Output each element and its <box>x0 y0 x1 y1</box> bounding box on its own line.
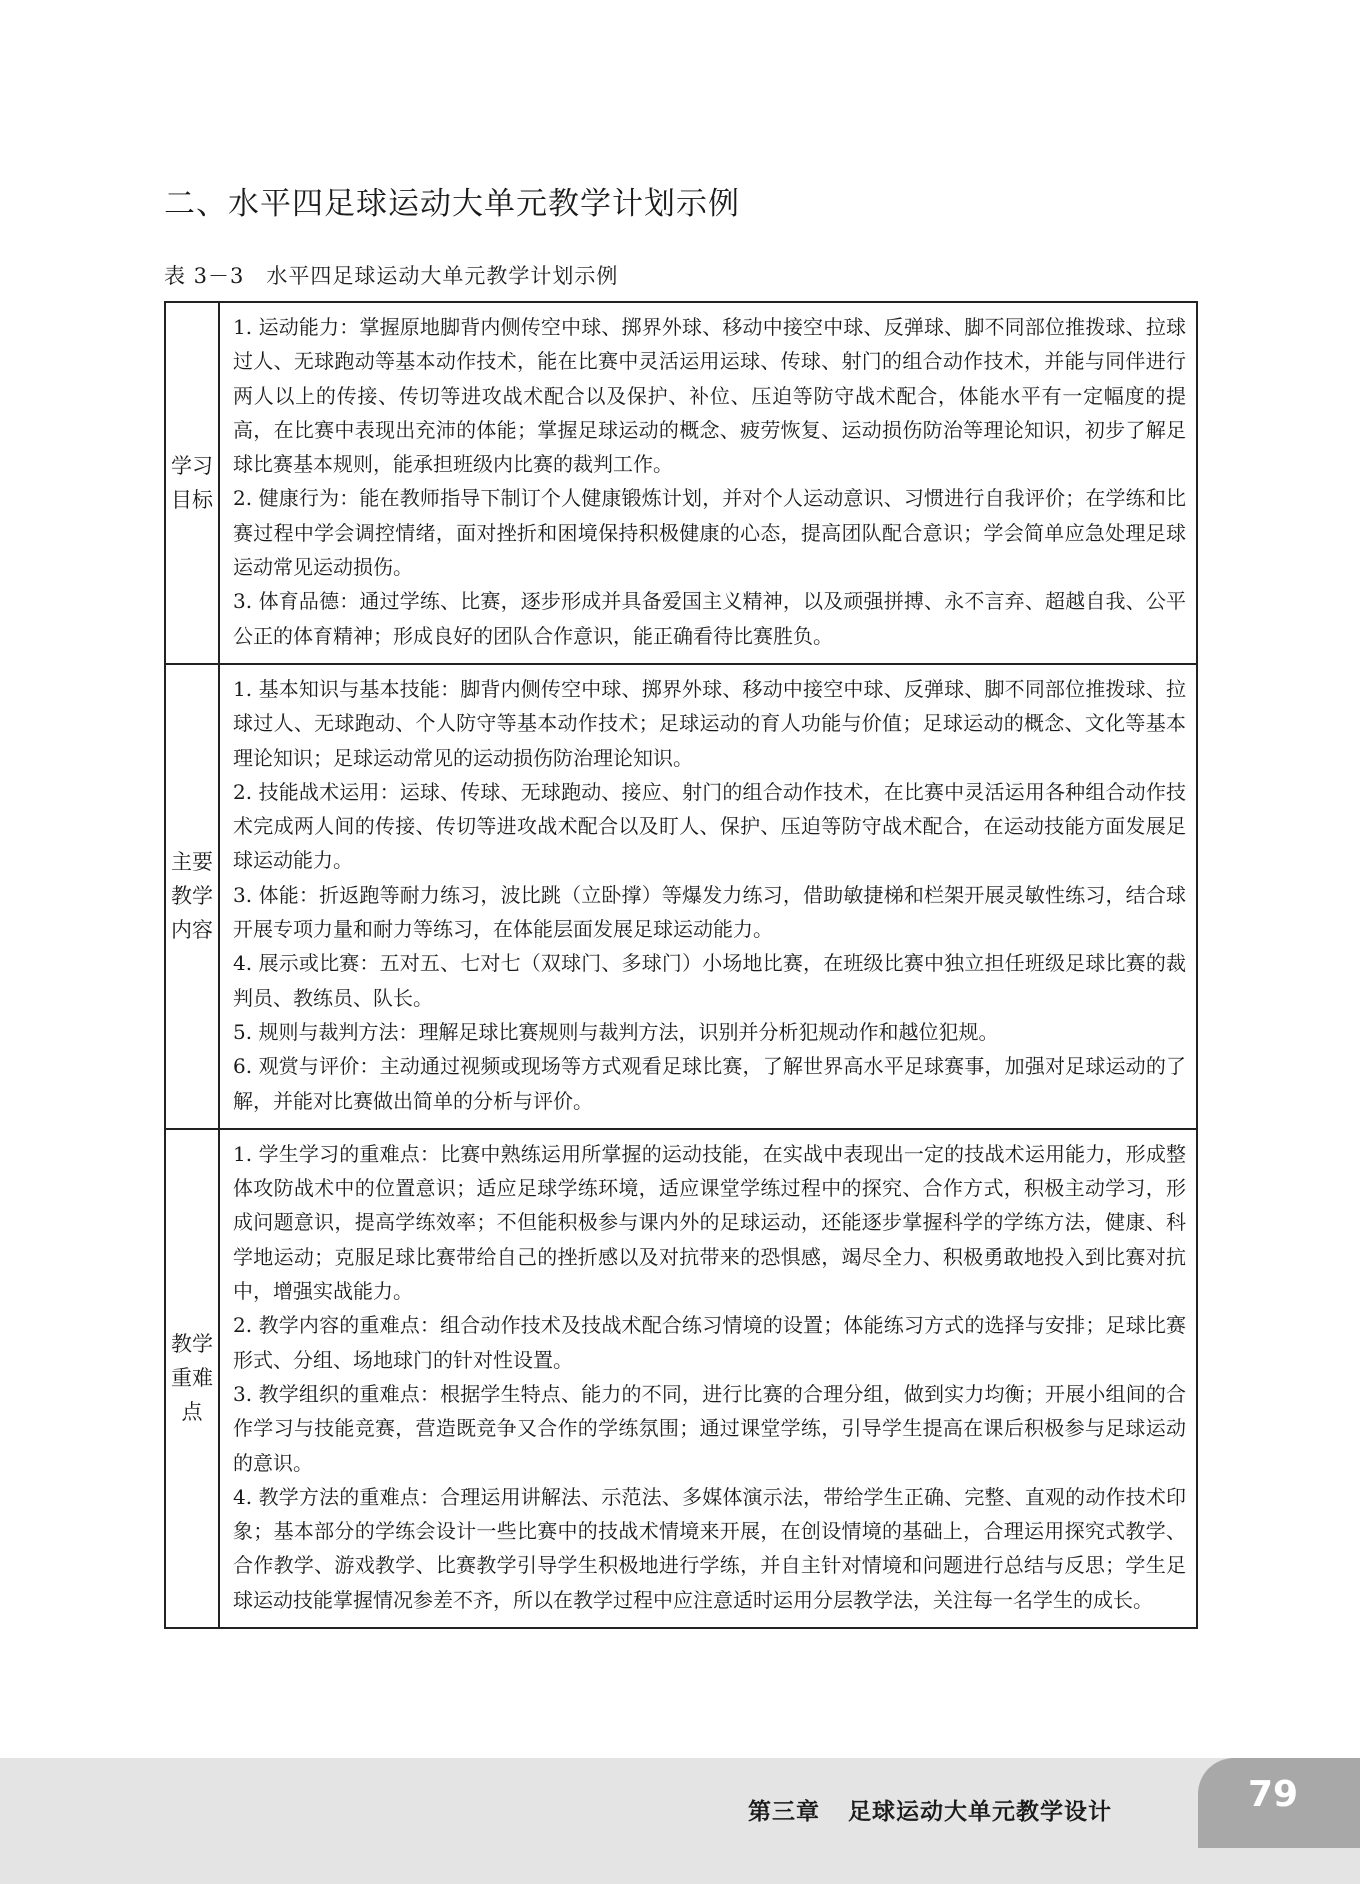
footer-chapter: 第三章 <box>748 1799 820 1825</box>
table-row <box>165 664 1197 1129</box>
table-row <box>165 302 1197 664</box>
list-item: 4. 展示或比赛：五对五、七对七（双球门、多球门）小场地比赛，在班级比赛中独立担任班级足球比赛的裁判员、教练员、队长。 <box>233 951 1186 1010</box>
list-item: 3. 体能：折返跑等耐力练习，波比跳（立卧撑）等爆发力练习，借助敏捷梯和栏架开展灵敏性练习，结合球开展专项力量和耐力等练习，在体能层面发展足球运动能力。 <box>233 882 1186 942</box>
teaching-plan-table <box>164 301 1198 1629</box>
table-row <box>165 1129 1197 1628</box>
row-content-main-content <box>219 664 1197 1129</box>
page-title: 二、水平四足球运动大单元教学计划示例 <box>164 186 740 222</box>
list-item: 2. 健康行为：能在教师指导下制订个人健康锻炼计划，并对个人运动意识、习惯进行自我评价；在学练和比赛过程中学会调控情绪，面对挫折和困境保持积极健康的心态，提高团队配合意识；学会简单应急处理足球运动常见运动损伤。 <box>233 486 1186 580</box>
row-label-line: 教学 <box>171 884 213 909</box>
list-item: 6. 观赏与评价：主动通过视频或现场等方式观看足球比赛，了解世界高水平足球赛事，加强对足球运动的了解，并能对比赛做出简单的分析与评价。 <box>233 1054 1186 1113</box>
list-item: 1. 运动能力：掌握原地脚背内侧传空中球、掷界外球、移动中接空中球、反弹球、脚不同部位推拨球、拉球过人、无球跑动等基本动作技术，能在比赛中灵活运用运球、传球、射门的组合动作技术，并能与同伴进行两人以上的传接、传切等进攻战术配合以及保护、补位、压迫等防守战术配合，体能水平有一定幅度的提高，在比赛中表现出充沛的体能；掌握足球运动的概念、疲劳恢复、运动损伤防治等理论知识，初步了解足球比赛基本规则，能承担班级内比赛的裁判工作。 <box>233 315 1186 477</box>
row-label-line: 点 <box>181 1400 203 1425</box>
table-caption <box>164 260 618 290</box>
list-item: 2. 技能战术运用：运球、传球、无球跑动、接应、射门的组合动作技术，在比赛中灵活运用各种组合动作技术完成两人间的传接、传切等进攻战术配合以及盯人、保护、压迫等防守战术配合，在运动技能方面发展足球运动能力。 <box>233 779 1186 873</box>
row-label-key-difficulties <box>165 1129 219 1628</box>
list-item: 1. 学生学习的重难点：比赛中熟练运用所掌握的运动技能，在实战中表现出一定的技战术运用能力，形成整体攻防战术中的位置意识；适应足球学练环境，适应课堂学练过程中的探究、合作方式，积极主动学习，形成问题意识，提高学练效率；不但能积极参与课内外的足球运动，还能逐步掌握科学的学练方法，健康、科学地运动；克服足球比赛带给自己的挫折感以及对抗带来的恐惧感，竭尽全力、积极勇敢地投入到比赛对抗中，增强实战能力。 <box>233 1141 1186 1304</box>
table-caption-number: 表 3－3 <box>164 264 245 288</box>
list-item: 1. 基本知识与基本技能：脚背内侧传空中球、掷界外球、移动中接空中球、反弹球、脚不同部位推拨球、拉球过人、无球跑动、个人防守等基本动作技术；足球运动的育人功能与价值；足球运动的概念、文化等基本理论知识；足球运动常见的运动损伤防治理论知识。 <box>233 676 1186 770</box>
row-content-learning-goals <box>219 302 1197 664</box>
footer-band <box>0 1758 1360 1884</box>
row-content-key-difficulties <box>219 1129 1197 1628</box>
row-label-line: 内容 <box>171 918 213 943</box>
list-item: 5. 规则与裁判方法：理解足球比赛规则与裁判方法，识别并分析犯规动作和越位犯规。 <box>233 1019 999 1044</box>
row-label-line: 教学 <box>171 1332 213 1357</box>
row-label-line: 重难 <box>171 1366 213 1391</box>
list-item: 2. 教学内容的重难点：组合动作技术及技战术配合练习情境的设置；体能练习方式的选择与安排；足球比赛形式、分组、场地球门的针对性设置。 <box>233 1313 1186 1372</box>
running-footer <box>748 1793 1112 1826</box>
row-label-learning-goals <box>165 302 219 664</box>
row-label-main-content <box>165 664 219 1129</box>
page-number: 79 <box>1248 1774 1299 1815</box>
footer-chapter-title: 足球运动大单元教学设计 <box>848 1799 1112 1825</box>
row-label-line: 目标 <box>171 487 213 512</box>
list-item: 3. 体育品德：通过学练、比赛，逐步形成并具备爱国主义精神，以及顽强拼搏、永不言弃、超越自我、公平公正的体育精神；形成良好的团队合作意识，能正确看待比赛胜负。 <box>233 589 1186 648</box>
row-label-line: 学习 <box>171 453 213 478</box>
table-caption-title: 水平四足球运动大单元教学计划示例 <box>266 264 619 288</box>
list-item: 4. 教学方法的重难点：合理运用讲解法、示范法、多媒体演示法，带给学生正确、完整、直观的动作技术印象；基本部分的学练会设计一些比赛中的技战术情境来开展，在创设情境的基础上，合理运用探究式教学、合作教学、游戏教学、比赛教学引导学生积极地进行学练，并自主针对情境和问题进行总结与反思；学生足球运动技能掌握情况参差不齐，所以在教学过程中应注意适时运用分层教学法，关注每一名学生的成长。 <box>233 1484 1186 1612</box>
list-item: 3. 教学组织的重难点：根据学生特点、能力的不同，进行比赛的合理分组，做到实力均衡；开展小组间的合作学习与技能竞赛，营造既竞争又合作的学练氛围；通过课堂学练，引导学生提高在课后积极参与足球运动的意识。 <box>233 1381 1186 1475</box>
row-label-line: 主要 <box>171 850 213 875</box>
